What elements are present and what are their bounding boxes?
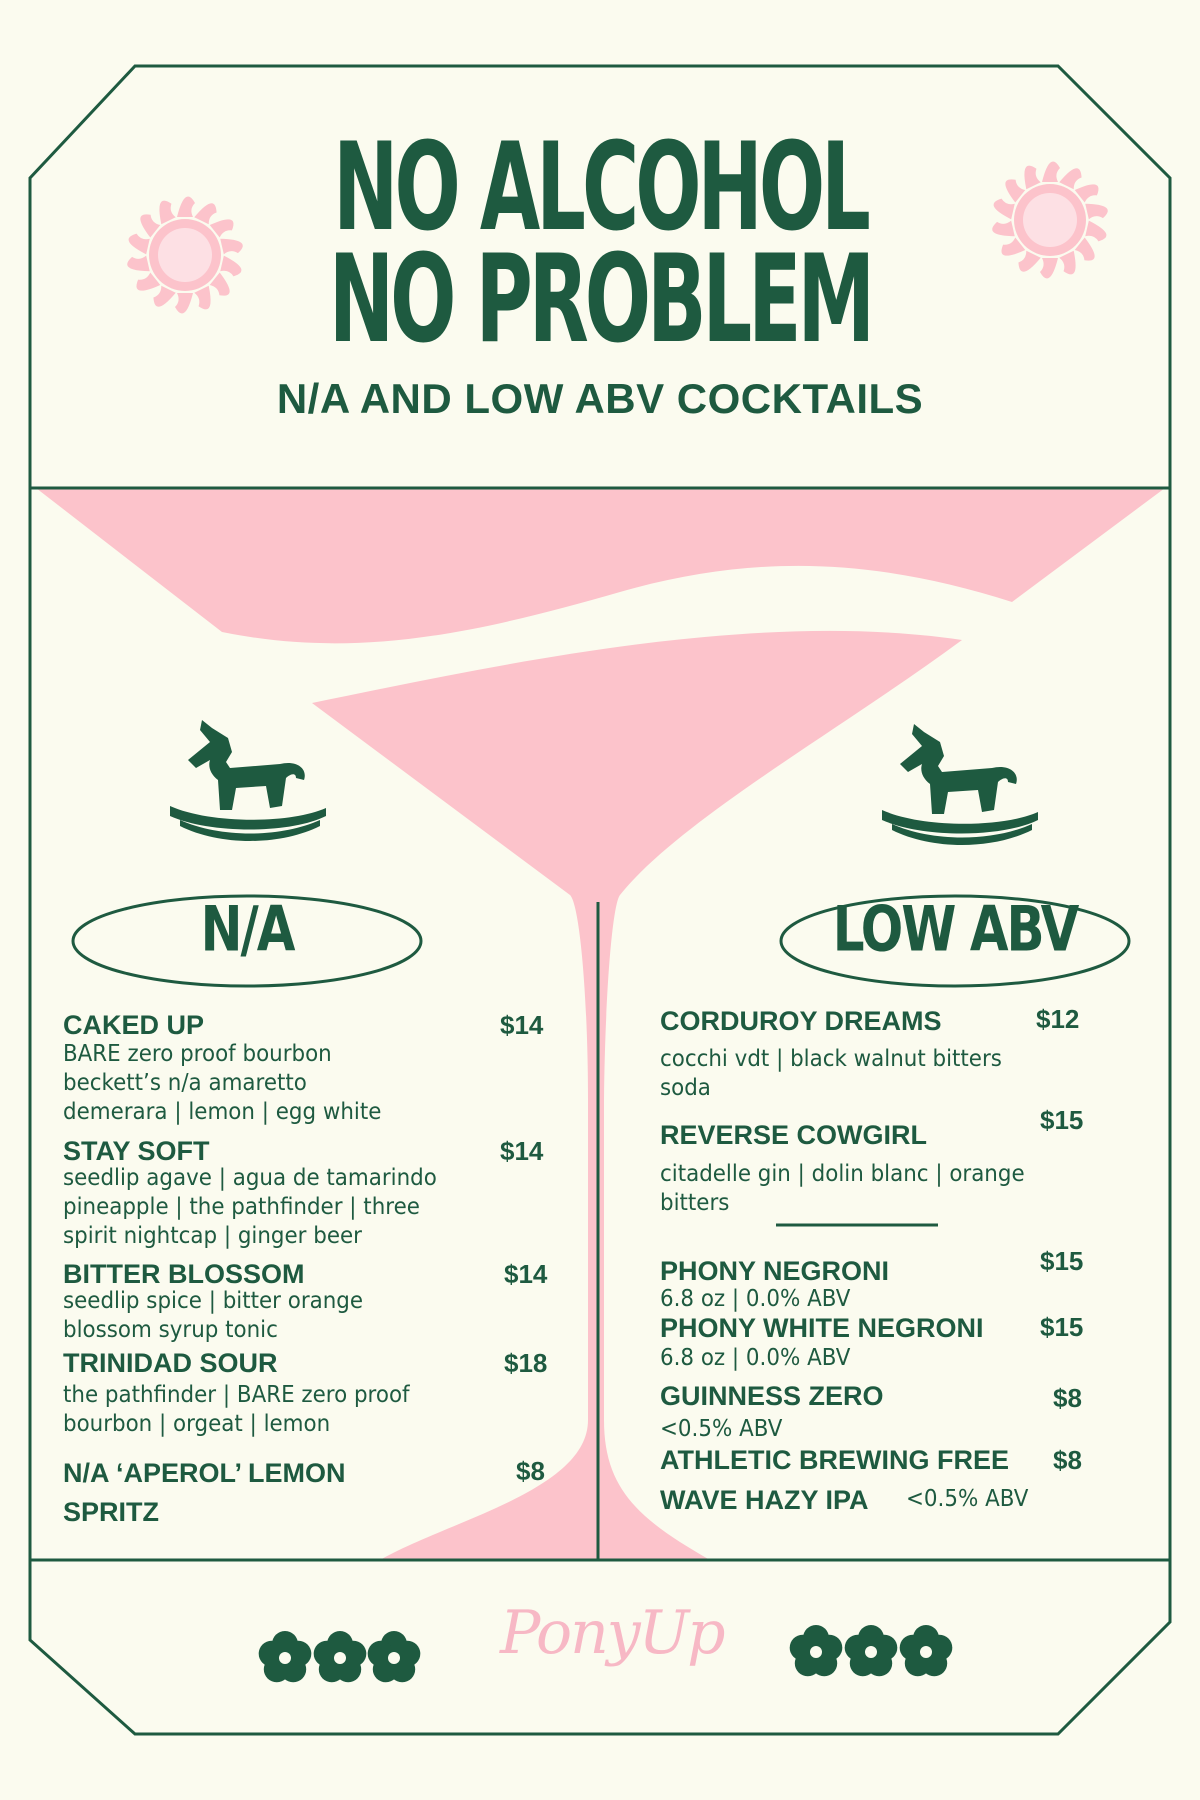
low-item-desc: 6.8 oz | 0.0% ABV bbox=[660, 1345, 851, 1371]
title-line-2: NO PROBLEM bbox=[328, 230, 872, 371]
na-item-desc: seedlip agave | agua de tamarindo bbox=[63, 1165, 437, 1191]
low-item-desc: 6.8 oz | 0.0% ABV bbox=[660, 1286, 851, 1312]
na-item-price: $18 bbox=[504, 1348, 548, 1378]
na-item-desc: beckett’s n/a amaretto bbox=[63, 1070, 307, 1096]
na-item-price: $14 bbox=[500, 1010, 544, 1040]
na-item-name: CAKED UP bbox=[63, 1010, 205, 1040]
low-item-price: $15 bbox=[1040, 1246, 1084, 1276]
low-item-name: PHONY WHITE NEGRONI bbox=[660, 1313, 984, 1343]
na-item-desc: the pathfinder | BARE zero proof bbox=[63, 1382, 410, 1408]
na-item-name: STAY SOFT bbox=[63, 1136, 210, 1166]
low-item-name: GUINNESS ZERO bbox=[660, 1381, 884, 1411]
low-item-name-line2: WAVE HAZY IPA bbox=[660, 1485, 869, 1515]
low-item-desc: bitters bbox=[660, 1190, 730, 1216]
low-item-name: ATHLETIC BREWING FREE bbox=[660, 1445, 1009, 1475]
na-item-desc: pineapple | the pathfinder | three bbox=[63, 1194, 420, 1220]
na-item-price: $14 bbox=[504, 1259, 548, 1289]
low-item-desc: citadelle gin | dolin blanc | orange bbox=[660, 1161, 1025, 1187]
flower-icon bbox=[314, 1631, 367, 1682]
na-item-price: $8 bbox=[516, 1456, 545, 1486]
na-item-desc: BARE zero proof bourbon bbox=[63, 1041, 332, 1067]
low-item-desc: <0.5% ABV bbox=[660, 1416, 783, 1442]
flower-icon bbox=[790, 1625, 843, 1676]
low-item-name: REVERSE COWGIRL bbox=[660, 1120, 928, 1150]
low-item-price: $12 bbox=[1036, 1004, 1080, 1034]
low-item-desc: <0.5% ABV bbox=[906, 1486, 1029, 1512]
title-line-1: NO ALCOHOL bbox=[333, 118, 867, 259]
subtitle: N/A AND LOW ABV COCKTAILS bbox=[276, 375, 924, 422]
low-item-name: PHONY NEGRONI bbox=[660, 1256, 890, 1286]
low-abv-category-label: LOW ABV bbox=[832, 892, 1078, 966]
low-item-price: $8 bbox=[1053, 1445, 1082, 1475]
na-item-price: $14 bbox=[500, 1136, 544, 1166]
na-item-desc: seedlip spice | bitter orange bbox=[63, 1288, 364, 1314]
na-item-name-line2: SPRITZ bbox=[63, 1497, 160, 1527]
low-item-name: CORDUROY DREAMS bbox=[660, 1006, 942, 1036]
flower-icon bbox=[845, 1625, 898, 1676]
rocking-horse-icon bbox=[882, 724, 1038, 845]
na-category-label: N/A bbox=[200, 892, 294, 966]
na-item-desc: demerara | lemon | egg white bbox=[63, 1099, 382, 1125]
brand-logo: PonyUp bbox=[500, 1598, 724, 1668]
flower-icon bbox=[259, 1631, 312, 1682]
na-item-desc: bourbon | orgeat | lemon bbox=[63, 1411, 331, 1437]
na-item-name: TRINIDAD SOUR bbox=[63, 1348, 278, 1378]
low-item-price: $8 bbox=[1053, 1383, 1082, 1413]
na-item-name: BITTER BLOSSOM bbox=[63, 1259, 305, 1289]
na-item-desc: blossom syrup tonic bbox=[63, 1317, 278, 1343]
rocking-horse-icon bbox=[170, 720, 326, 841]
low-item-desc: cocchi vdt | black walnut bitters bbox=[660, 1046, 1002, 1072]
na-item-name: N/A ‘APEROL’ LEMON bbox=[63, 1458, 346, 1488]
na-item-desc: spirit nightcap | ginger beer bbox=[63, 1223, 362, 1249]
low-item-price: $15 bbox=[1040, 1105, 1084, 1135]
flower-icon bbox=[368, 1631, 421, 1682]
flower-icon bbox=[900, 1625, 953, 1676]
low-item-desc: soda bbox=[660, 1075, 711, 1101]
low-item-price: $15 bbox=[1040, 1312, 1084, 1342]
